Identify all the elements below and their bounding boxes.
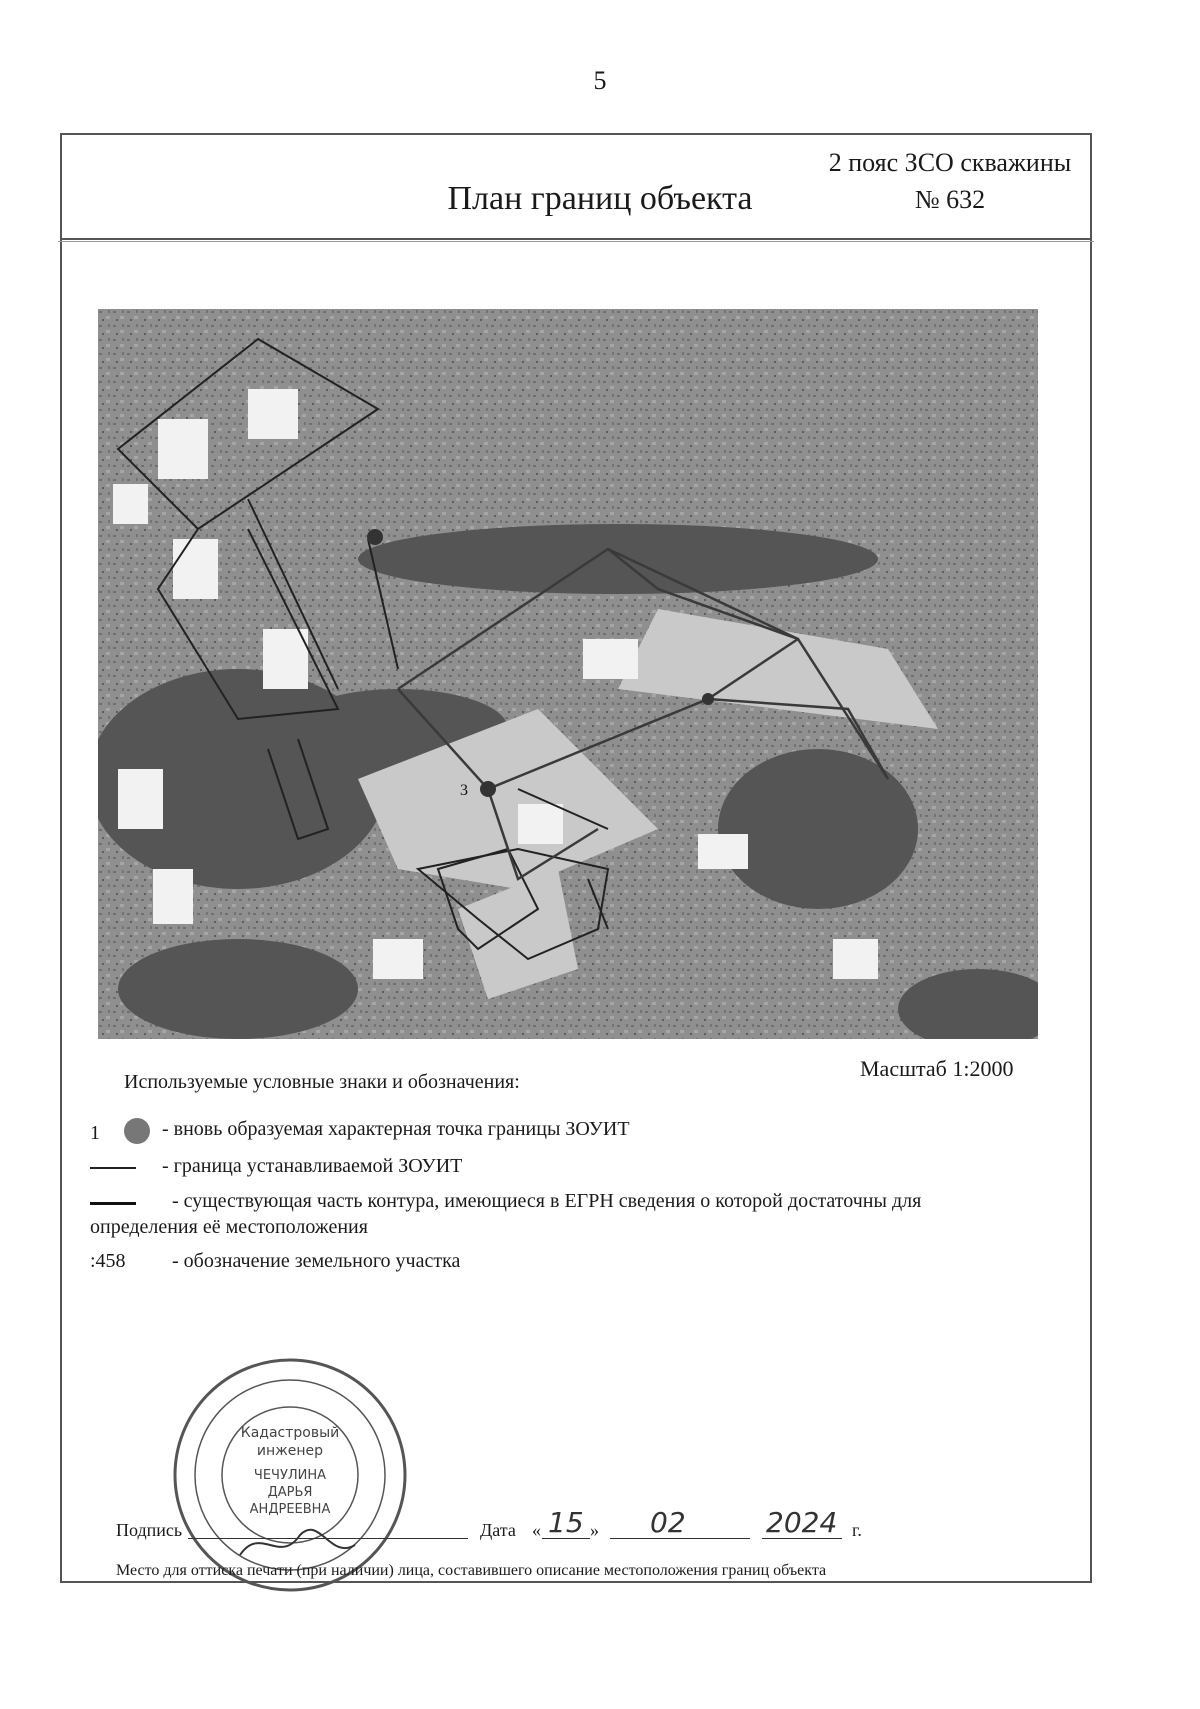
legend-text: - существующая часть контура, имеющиеся в ЕГРН сведения о которой достаточны для: [172, 1190, 922, 1212]
document-title: План границ объекта: [447, 180, 753, 217]
footer-note: Место для оттиска печати (при наличии) лица, составившего описание местоположения границ объекта: [116, 1562, 827, 1579]
date-day: 15: [548, 1506, 584, 1539]
zone-label: 2 пояс ЗСО скважины: [828, 148, 1072, 177]
zone-number: № 632: [914, 185, 986, 214]
legend-text: - граница устанавливаемой ЗОУИТ: [162, 1155, 463, 1177]
date-year-underline: [762, 1538, 842, 1539]
date-day-underline: [542, 1538, 590, 1539]
legend-text-continued: определения её местоположения: [90, 1216, 368, 1238]
legend-text: - обозначение земельного участка: [172, 1250, 461, 1272]
date-open-quote: «: [532, 1520, 541, 1540]
boundary-point-label: 3: [460, 782, 468, 799]
boundary-map: [98, 309, 1038, 1039]
header-divider-inner: [58, 241, 1094, 242]
signature-label: Подпись: [116, 1520, 183, 1540]
line-icon: [90, 1167, 136, 1169]
svg-text:инженер: инженер: [256, 1443, 324, 1459]
boundary-point: [702, 693, 714, 705]
map-scale: Масштаб 1:2000: [860, 1056, 1014, 1081]
boundary-point: [367, 529, 383, 545]
seal-stamp: [170, 1355, 410, 1595]
signature-line: [188, 1538, 468, 1539]
point-icon: [124, 1118, 150, 1144]
date-label: Дата: [480, 1520, 516, 1540]
date-year: 2024: [766, 1506, 838, 1539]
date-month: 02: [650, 1506, 686, 1539]
date-year-suffix: г.: [852, 1520, 862, 1540]
svg-text:ЧЕЧУЛИНА: ЧЕЧУЛИНА: [253, 1468, 327, 1483]
legend-text: - вновь образуемая характерная точка границы ЗОУИТ: [162, 1118, 630, 1140]
date-close-quote: »: [590, 1520, 599, 1540]
page-number: 5: [593, 66, 607, 95]
boundary-point: [480, 781, 496, 797]
legend-title: Используемые условные знаки и обозначения:: [124, 1071, 520, 1093]
date-month-underline: [610, 1538, 750, 1539]
legend-symbol-number: 1: [90, 1122, 100, 1144]
legend-symbol-parcel: :458: [90, 1250, 126, 1272]
header-divider: [60, 238, 1092, 240]
thick-line-icon: [90, 1202, 136, 1205]
svg-text:АНДРЕЕВНА: АНДРЕЕВНА: [249, 1502, 331, 1517]
svg-text:Кадастровый: Кадастровый: [240, 1425, 340, 1441]
svg-text:ДАРЬЯ: ДАРЬЯ: [267, 1485, 313, 1500]
